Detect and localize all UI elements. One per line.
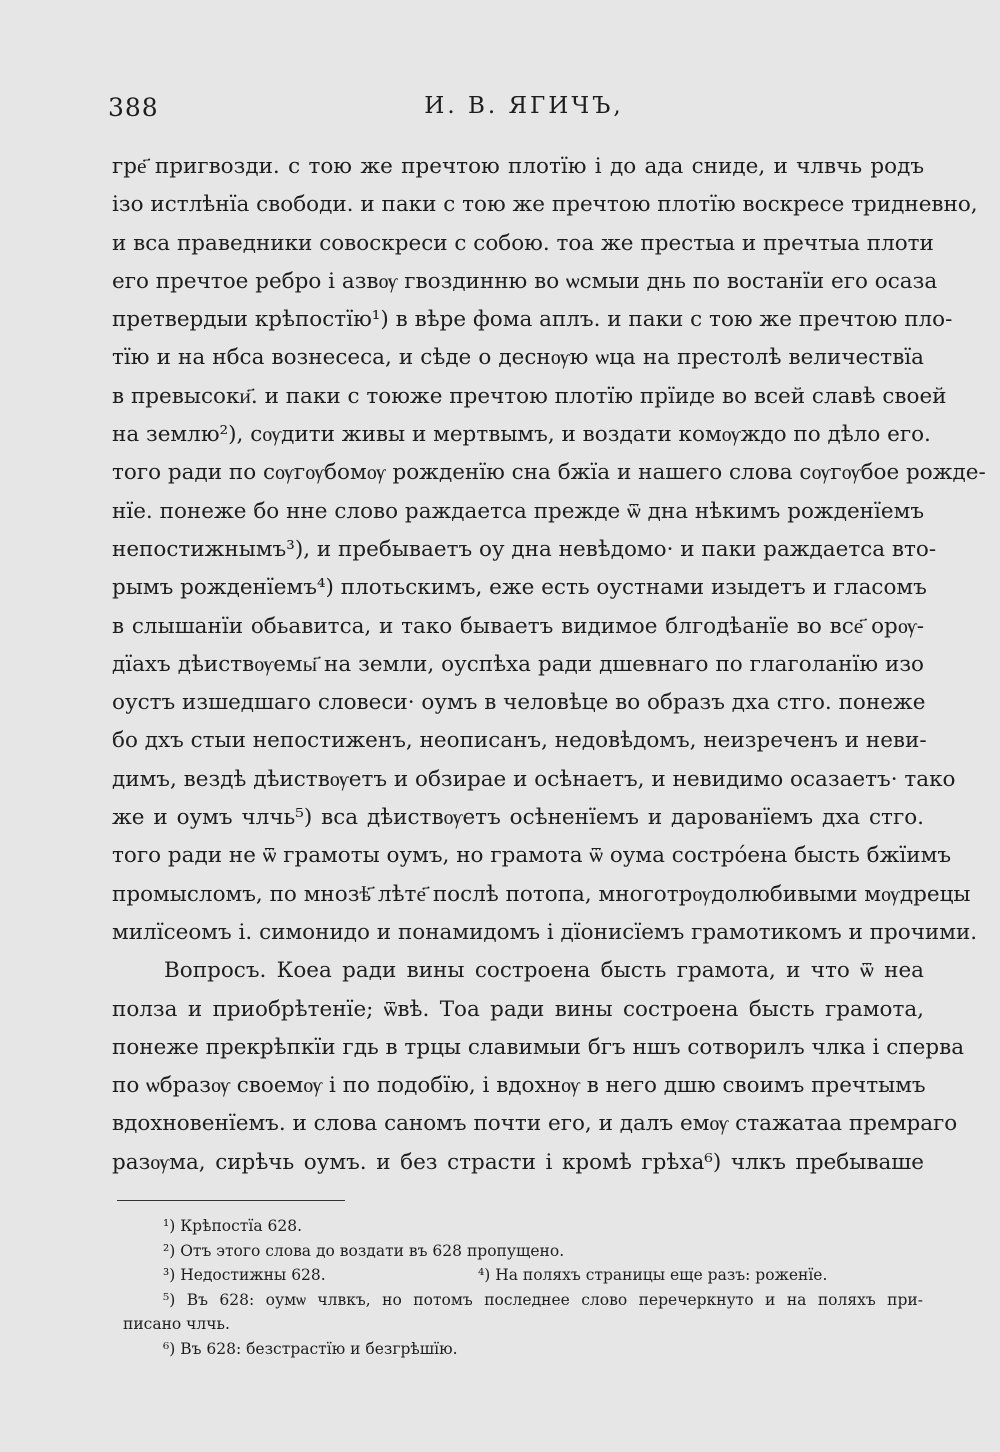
text-line: дїахъ дѣиствѹемы҃ на земли, оуспѣха ради дшевнаго по глаголанїю изо <box>112 651 924 677</box>
paragraph-start-line: Вопросъ. Коеа ради вины состроена бысть грамота, и что ѿ неа <box>164 958 924 984</box>
text-line: оустъ изшедшаго словеси· оумъ в человѣце во образъ дха стго. понеже <box>112 690 926 716</box>
page-header <box>108 93 900 133</box>
text-line: непостижнымъ³), и пребываетъ оу дна невѣдомо· и паки раждаетса вто- <box>112 536 937 562</box>
text-line: гре҃ пригвозди. с тою же пречтою плотїю і до ада сниде, и члвчь родъ <box>112 154 924 179</box>
footnotes <box>123 1214 933 1361</box>
footnote-5: ⁵) Въ 628: оумѡ члвкъ, но потомъ последнее слово перечеркнуто и на поляхъ при- <box>163 1290 923 1309</box>
footnote-5-continued: писано члчь. <box>123 1315 230 1333</box>
text-line: же и оумъ члчь⁵) вса дѣиствѹетъ осѣненїемъ и дарованїемъ дха стго. <box>112 805 924 831</box>
text-line: полза и приобрѣтенїе; ѿвѣ. Тоа ради вины состроена бысть грамота, <box>112 996 924 1022</box>
text-line: рымъ рожденїемъ⁴) плотьскимъ, еже есть оустнами изыдетъ и гласомъ <box>112 575 927 601</box>
text-line: тїю и на нбса вознесеса, и сѣде о деснѹю ѡца на престолѣ величествїа <box>112 345 924 371</box>
text-line: в слышанїи обьавитса, и тако бываетъ видимое блгодѣанїе во все҃ орѹ- <box>112 613 924 639</box>
running-title: И. В. ЯГИЧЪ, <box>424 93 624 119</box>
text-line: того ради по сѹгѹбомѹ рожденїю сна бжїа и нашего слова сѹгѹбое рожде- <box>112 460 986 486</box>
text-line: понеже прекрѣпкїи гдь в трцы славимыи бгъ ншъ сотворилъ члка і сперва <box>112 1034 965 1060</box>
footnote-4: ⁴) На поляхъ страницы еще разъ: роженїе. <box>478 1266 828 1284</box>
footnote-2: ²) Отъ этого слова до воздати въ 628 пропущено. <box>163 1241 565 1260</box>
text-line: претвердыи крѣпостїю¹) в вѣре фома аплъ. и паки с тою же пречтою пло- <box>112 307 953 333</box>
text-line: ізо истлѣнїа свободи. и паки с тою же пречтою плотїю воскресе тридневно, <box>112 192 978 218</box>
text-line: нїе. понеже бо нне слово раждаетса прежде ѿ дна нѣкимъ рожденїемъ <box>112 498 924 524</box>
footnote-divider <box>117 1200 345 1201</box>
text-line: его пречтое ребро і азвѹ гвоздинню во ѡсмыи днь по востанїи его осаза <box>112 268 938 294</box>
text-line: промысломъ, по мнозѣ҃ лѣте҃ послѣ потопа, многотрѹдолюбивыми мѹдрецы <box>112 881 971 907</box>
page-number: 388 <box>108 93 159 122</box>
footnote-3: ³) Недостижны 628. <box>163 1266 326 1284</box>
text-line: разѹма, сирѣчь оумъ. и без страсти і кромѣ грѣха⁶) члкъ пребываше <box>112 1149 924 1175</box>
text-line: того ради не ѿ грамоты оумъ, но грамота ѿ оума сострόена бысть бжїимъ <box>112 843 952 869</box>
text-line: на землю²), сѹдити живы и мертвымъ, и воздати комѹждо по дѣло его. <box>112 422 931 448</box>
body-text <box>112 148 986 1182</box>
text-line: в превысоки҃. и паки с тоюже пречтою плотїю прїиде во всей славѣ своей <box>112 383 947 409</box>
text-line: бо дхъ стыи непостиженъ, неописанъ, недовѣдомъ, неизреченъ и неви- <box>112 728 927 754</box>
footnote-6: ⁶) Въ 628: безстрастїю и безгрѣшїю. <box>163 1339 458 1358</box>
text-line: вдохновенїемъ. и слова саномъ почти его, и далъ емѹ стажатаа премраго <box>112 1111 958 1137</box>
text-line: и вса праведники совоскреси с собою. тоа же престыа и пречтыа плоти <box>112 230 934 256</box>
text-line: по ѡбразѹ своемѹ і по подобїю, і вдохнѹ в него дшю своимъ пречтымъ <box>112 1073 926 1099</box>
text-line: димъ, вездѣ дѣиствѹетъ и обзирае и осѣнаетъ, и невидимо осазаетъ· тако <box>112 766 956 792</box>
footnote-row <box>163 1263 933 1288</box>
text-line: милїсеомъ і. симонидо и понамидомъ і дїонисїемъ грамотикомъ и прочими. <box>112 919 978 945</box>
footnote-1: ¹) Крѣпостїа 628. <box>163 1217 303 1235</box>
